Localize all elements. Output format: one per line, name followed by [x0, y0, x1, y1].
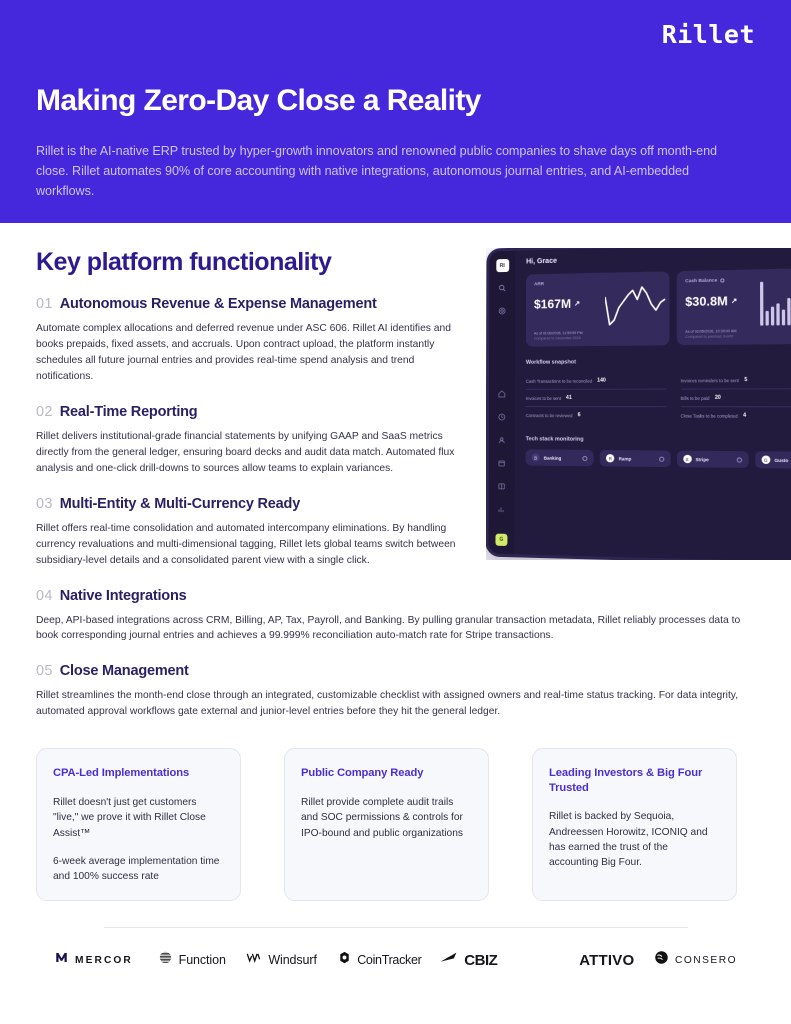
info-card-title: CPA-Led Implementations: [53, 767, 190, 780]
feature-heading: [36, 663, 754, 679]
workflow-value: 6: [577, 412, 581, 419]
workflow-row[interactable]: [526, 372, 666, 390]
logo-label: Windsurf: [268, 953, 317, 968]
techstack-chip[interactable]: [755, 451, 791, 469]
status-indicator-icon: [583, 455, 588, 460]
feature-title: Multi-Entity & Multi-Currency Ready: [59, 495, 301, 512]
book-icon[interactable]: [495, 479, 509, 493]
info-card-public-company: [284, 748, 489, 901]
rillet-logo: Rillet: [661, 20, 755, 49]
info-card-cpa-led: [36, 748, 241, 901]
kpi-meta: [685, 329, 736, 339]
kpi-compare: Compared to December 2024: [533, 336, 581, 341]
logo-label: CoinTracker: [357, 953, 422, 968]
hero-subtitle: Rillet is the AI-native ERP trusted by hyper-growth innovators and renowned public companies to shave days off month-end close. Rillet automates 90% of core accounting with native integrations, autonomous journal entries, and AI-embedded workflows.: [36, 143, 717, 199]
techstack-chip[interactable]: [600, 450, 670, 467]
logo-attivo: [579, 952, 634, 969]
logo-mercor: [54, 950, 133, 970]
gusto-icon: G: [761, 456, 770, 464]
feature-item-02: [36, 404, 466, 477]
stripe-icon: S: [683, 455, 691, 463]
workflow-label: Invoices reminders to be sent: [680, 377, 739, 383]
feature-heading: [36, 588, 754, 604]
kpi-title: ARR: [534, 281, 545, 287]
kpi-asof: As of 01/30/2026, 11:59:59 PM: [533, 330, 583, 336]
feature-description: Rillet offers real-time consolidation and automated intercompany eliminations. By handling currency revaluations and multi-dimensional tagging, Rillet lets global teams switch between subsidiary-level details and a consolidated parent view with a single click.: [36, 522, 456, 566]
users-icon[interactable]: [495, 433, 509, 447]
techstack-chip-label: Banking: [543, 455, 562, 461]
feature-number: 03: [36, 495, 53, 512]
info-card-row: [36, 748, 755, 901]
feature-number: 04: [36, 587, 53, 604]
logo-divider: [104, 927, 688, 928]
workflow-label: Bills to be paid: [680, 395, 710, 401]
dashboard-window: [486, 248, 791, 560]
info-card-investors: [532, 748, 737, 901]
kpi-title: Cash Balance: [685, 277, 718, 284]
techstack-chip[interactable]: [676, 451, 748, 468]
feature-title: Real-Time Reporting: [59, 403, 198, 420]
home-icon[interactable]: [495, 387, 509, 401]
logo-label: MERCOR: [75, 954, 133, 966]
ramp-icon: R: [606, 454, 614, 462]
logo-cointracker: [338, 951, 421, 969]
dashboard-sidebar: [488, 251, 515, 554]
techstack-chip-label: Stripe: [695, 456, 709, 462]
workflow-label: Close Tasks to be completed: [680, 412, 738, 419]
workflow-label: Cash Transactions to be reconciled: [525, 378, 593, 384]
clock-icon[interactable]: [495, 410, 509, 424]
feature-title: Close Management: [59, 663, 189, 680]
brand-row: [36, 22, 755, 47]
techstack-label: Tech stack monitoring: [525, 436, 584, 443]
feature-number: 01: [36, 296, 53, 312]
workflow-value: 140: [597, 377, 606, 384]
info-card-body-1: Rillet is backed by Sequoia, Andreessen Horowitz, ICONIQ and has earned the trust of the accounting Big Four.: [549, 811, 708, 869]
feature-heading: [36, 404, 466, 420]
info-card-body-1: Rillet doesn't just get customers "live," we prove it with Rillet Close Assist™: [53, 796, 206, 839]
kpi-meta: [534, 330, 583, 340]
workflow-column-left: [526, 372, 666, 424]
info-card-title: Leading Investors & Big Four Trusted: [549, 767, 703, 794]
logo-cbiz: [440, 951, 497, 969]
cointracker-hex-icon: [338, 951, 351, 969]
kpi-card-arr: [526, 271, 670, 346]
workflow-grid: [526, 371, 791, 424]
search-icon[interactable]: [495, 281, 509, 295]
workflow-row[interactable]: [526, 407, 666, 424]
kpi-card-cash-balance: [677, 268, 791, 345]
trend-up-icon: ↗: [731, 297, 738, 306]
workflow-column-right: [681, 371, 791, 424]
info-card-body-1: Rillet provide complete audit trails and SOC permissions & controls for IPO-bound and public organizations: [301, 796, 463, 839]
kpi-asof: As of 02/05/2026, 10:30:00 AM: [685, 328, 737, 334]
status-indicator-icon: [659, 456, 664, 461]
logo-label: CONSERO: [674, 954, 737, 966]
feature-description: Automate complex allocations and deferred revenue under ASC 606. Rillet AI identifies and books prepaids, fixed assets, and accruals. Upon contract upload, the platform instantly schedules all future journal entries and provides real-time spend analysis and trend notifications.: [36, 323, 451, 382]
dashboard-body: [514, 248, 791, 560]
workflow-row[interactable]: [681, 389, 791, 407]
info-card-title: Public Company Ready: [301, 767, 424, 780]
attivo-wordmark-icon: ATTIVO: [579, 951, 635, 969]
info-icon: [720, 278, 724, 282]
feature-item-05: [36, 663, 754, 720]
hero-banner: [0, 0, 791, 223]
techstack-chip-label: Ramp: [618, 455, 632, 462]
logo-label: CBIZ: [464, 951, 498, 969]
customer-logo-bar: [36, 945, 755, 975]
feature-description: Rillet delivers institutional-grade financial statements by unifying GAAP and SaaS metrics directly from the general ledger, ensuring board decks and audit data match. Automated flux analysis and one-click drill-downs to sources allow teams to explain variances.: [36, 430, 455, 474]
dashboard-logo-badge: RI: [496, 259, 509, 272]
section-title: Key platform functionality: [36, 248, 332, 276]
page-title: Making Zero-Day Close a Reality: [36, 84, 481, 117]
logo-function: [158, 950, 226, 970]
techstack-chip-label: Gusto: [774, 457, 789, 463]
cbiz-swoosh-icon: [440, 951, 458, 969]
function-sphere-icon: [158, 950, 173, 970]
feature-number: 05: [36, 663, 53, 680]
feature-item-04: [36, 588, 754, 645]
workflow-value: 41: [566, 394, 572, 401]
mercor-m-icon: [54, 950, 69, 970]
consero-globe-icon: [654, 950, 669, 970]
feature-description: Deep, API-based integrations across CRM, Billing, AP, Tax, Payroll, and Banking. By pulling granular transaction metadata, Rillet reliably processes data to book corresponding journal entries and achieves a 99.999% reconciliation auto-match rate for Stripe transactions.: [36, 614, 741, 642]
workflow-value: 4: [743, 412, 747, 419]
gear-icon[interactable]: [495, 304, 509, 318]
dashboard-preview: [486, 248, 791, 560]
workflow-snapshot-label: Workflow snapshot: [525, 359, 576, 366]
logo-label: Function: [178, 953, 226, 968]
feature-number: 02: [36, 403, 53, 420]
kpi-compare: Compared to previous month: [685, 334, 734, 339]
info-card-body-2: 6-week average implementation time and 100% success rate: [53, 855, 220, 883]
calendar-icon[interactable]: [495, 456, 509, 470]
bank-icon: B: [532, 453, 540, 461]
feature-title: Autonomous Revenue & Expense Management: [59, 296, 377, 312]
workflow-row[interactable]: [681, 371, 791, 389]
trend-up-icon: ↗: [574, 300, 581, 308]
chart-icon[interactable]: [495, 502, 509, 516]
techstack-chip-row: [526, 449, 791, 469]
workflow-label: Invoices to be sent: [525, 395, 561, 401]
techstack-chip[interactable]: [526, 449, 594, 466]
feature-item-01: [36, 296, 466, 385]
dashboard-greeting: Hi, Grace: [526, 257, 557, 266]
workflow-value: 20: [714, 394, 721, 401]
workflow-row[interactable]: [526, 390, 666, 408]
feature-heading: [36, 496, 466, 512]
logo-windsurf: [246, 951, 317, 970]
kpi-value: $167M: [534, 296, 572, 312]
avatar[interactable]: G: [495, 534, 507, 546]
workflow-label: Contracts to be reviewed: [525, 412, 573, 418]
workflow-value: 5: [744, 376, 748, 384]
kpi-value: $30.8M: [685, 293, 728, 310]
logo-consero: [654, 950, 737, 970]
feature-heading: [36, 296, 466, 312]
workflow-row[interactable]: [681, 407, 791, 424]
arr-sparkline-chart: [605, 284, 665, 328]
windsurf-w-icon: [246, 951, 262, 970]
feature-description: Rillet streamlines the month-end close through an integrated, customizable checklist with assigned owners and real-time status tracking. For data integrity, automated approval workflows gate external and junior-level entries before they hit the general ledger.: [36, 690, 739, 718]
feature-item-03: [36, 496, 466, 569]
cash-balance-bar-chart: [760, 281, 791, 326]
kpi-row: [526, 268, 791, 347]
feature-title: Native Integrations: [59, 587, 187, 604]
status-indicator-icon: [736, 457, 741, 462]
